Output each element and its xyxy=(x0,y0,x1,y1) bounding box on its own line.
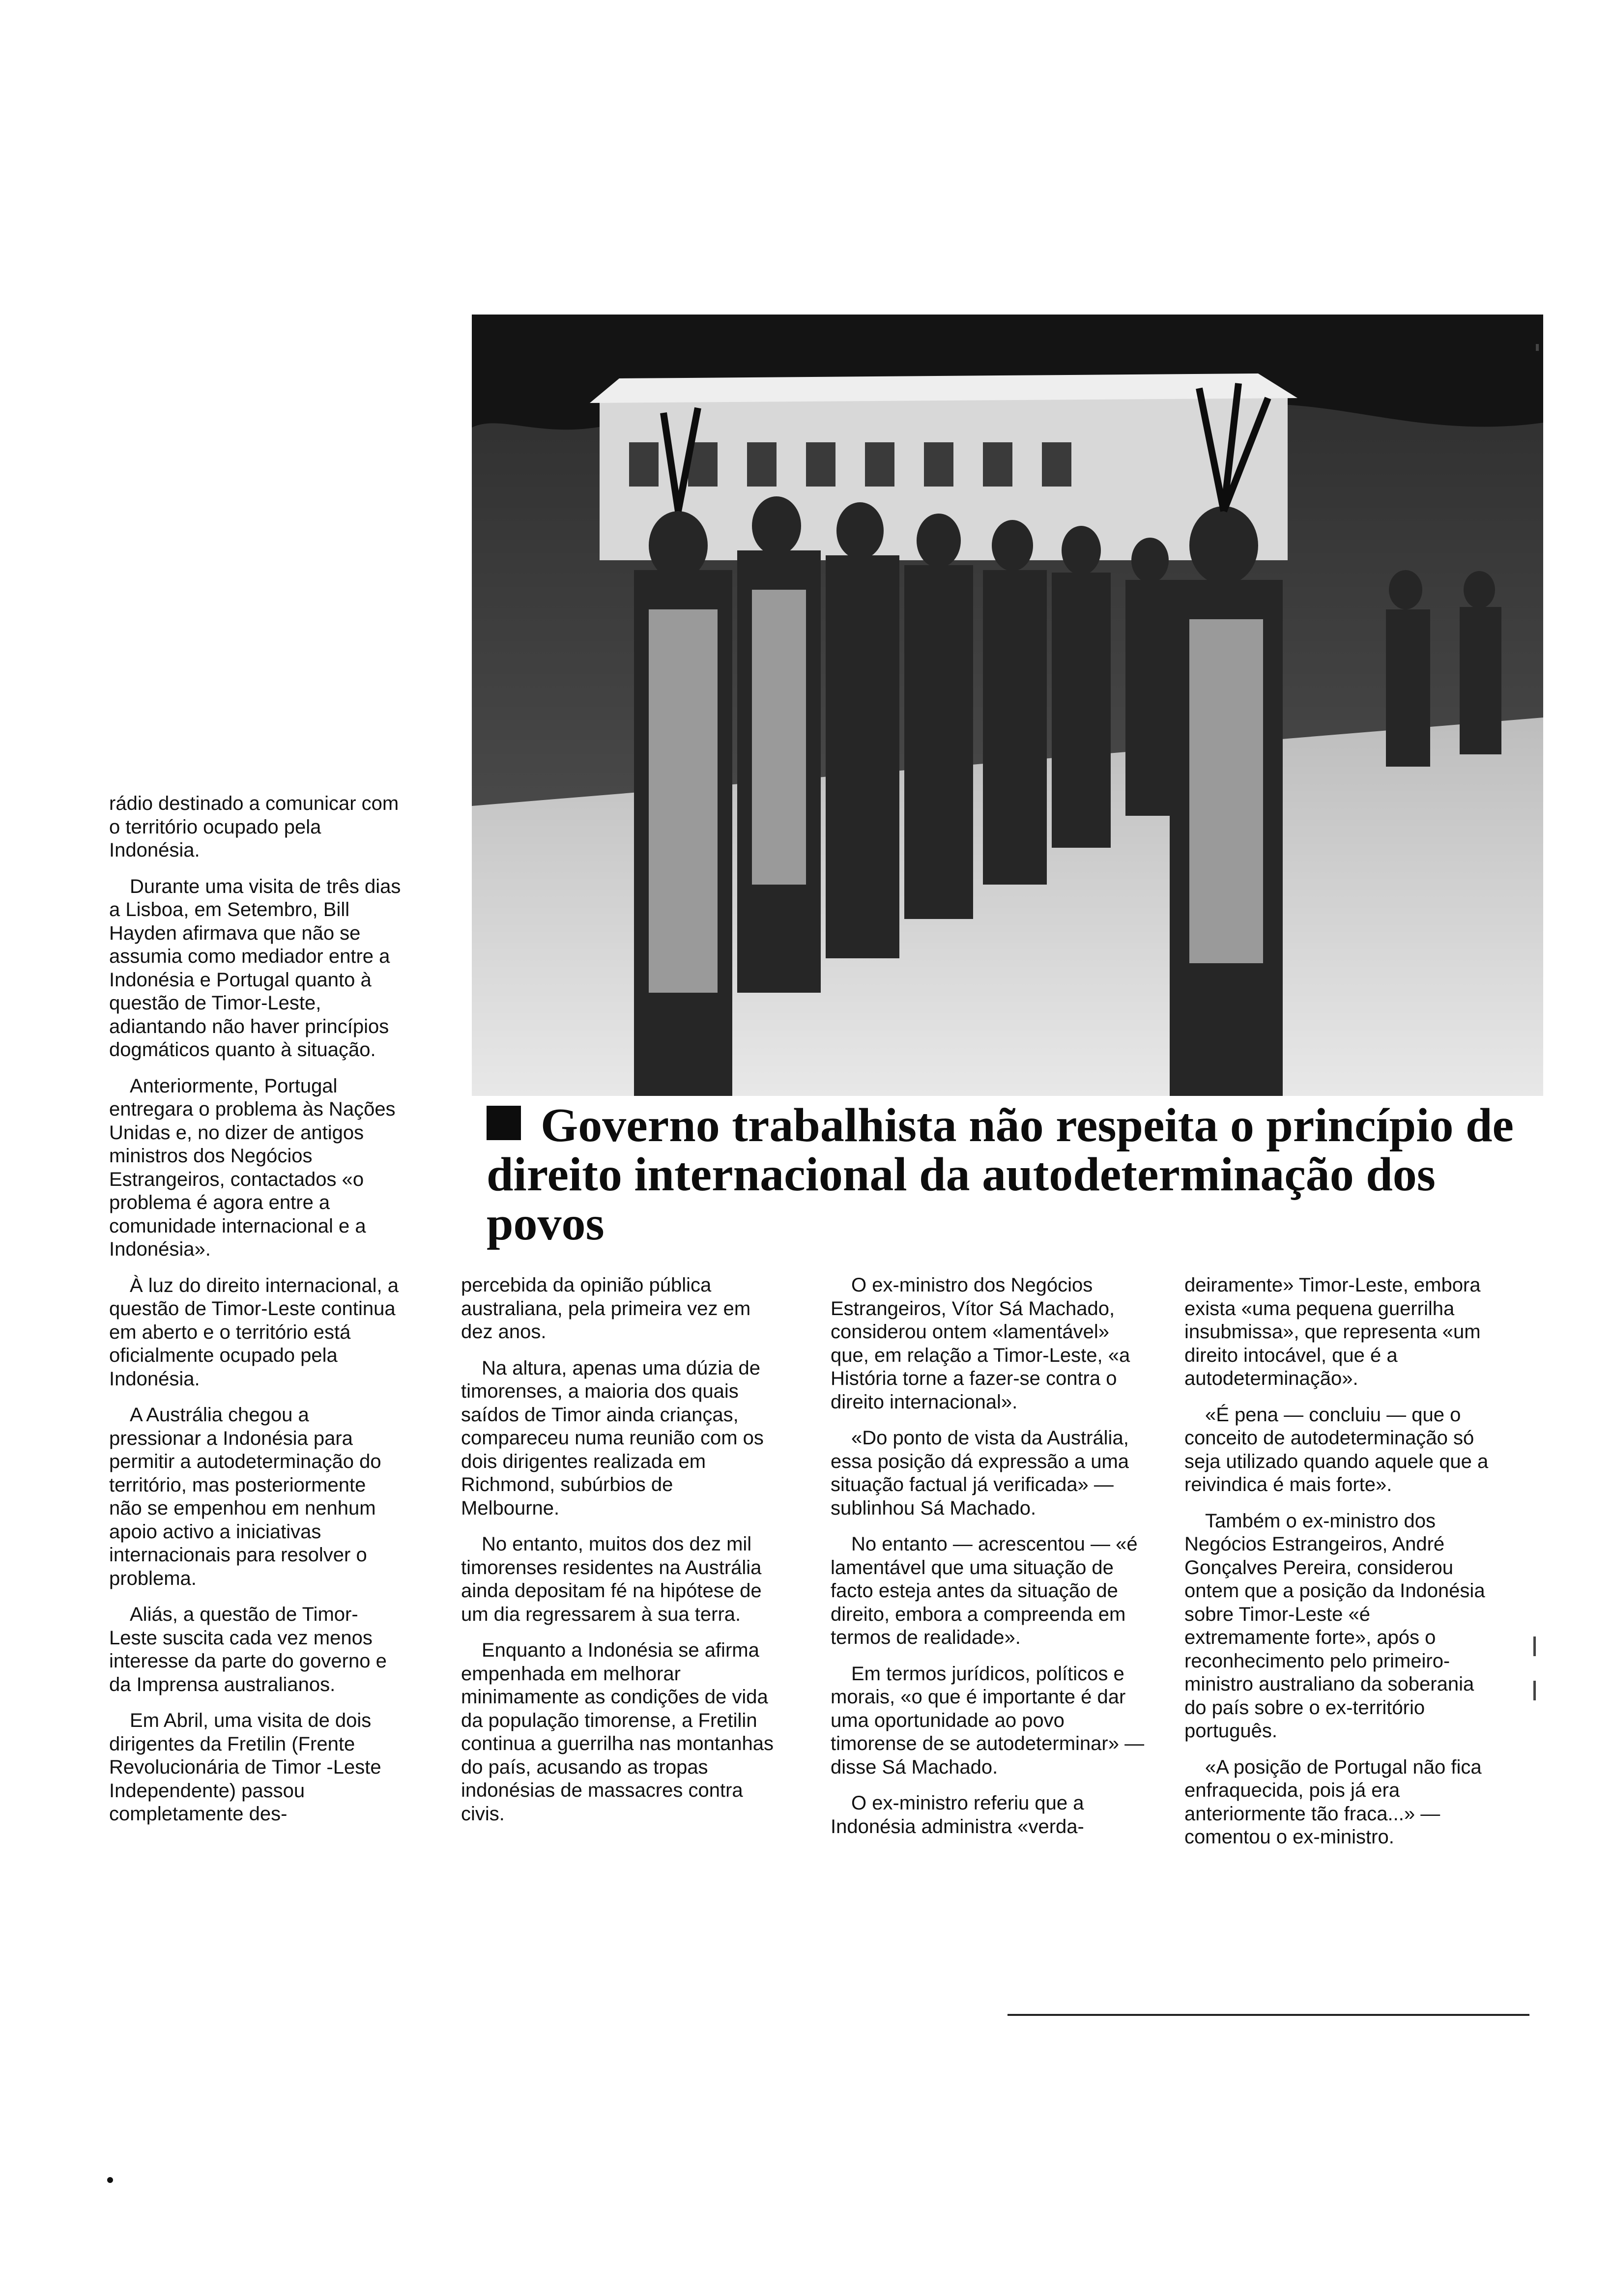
paragraph: percebida da opinião pública australiana, pela primeira vez em dez anos. xyxy=(461,1274,751,1343)
article-column-c xyxy=(1184,1274,1499,1862)
paragraph: A Austrália chegou a pressionar a Indonésia para permitir a autodeterminação do território, mas posteriormente não se empenhou em nenhum apoio activo a iniciativas internacionais para resolver o problema. xyxy=(109,1404,381,1589)
paragraph: Em termos jurídicos, políticos e morais, «o que é importante é dar uma oportunidade ao povo timorense de se autodeterminar» — disse Sá Machado. xyxy=(831,1663,1145,1778)
paragraph: Durante uma visita de três dias a Lisboa, em Setembro, Bill Hayden afirmava que não se assumia como mediador entre a Indonésia e Portugal quanto à questão de Timor-Leste, adiantando não haver princípios dogmáticos quanto à situação. xyxy=(109,875,401,1061)
paragraph: Enquanto a Indonésia se afirma empenhada em melhorar minimamente as condições de vida da população timorense, a Fretilin continua a guerrilha nas montanhas do país, acusando as tropas indonésias de massacres contra civis. xyxy=(461,1639,774,1825)
paragraph: O ex-ministro dos Negócios Estrangeiros, Vítor Sá Machado, considerou ontem «lamentável» que, em relação a Timor-Leste, «a História torne a fazer-se contra o direito internacional». xyxy=(831,1274,1130,1413)
news-photograph xyxy=(472,315,1543,1096)
article-column-b xyxy=(831,1274,1145,1851)
paragraph: «É pena — concluiu — que o conceito de autodeterminação só seja utilizado quando aquele que a reivindica é mais forte». xyxy=(1184,1404,1489,1495)
article-column-a xyxy=(461,1274,776,1838)
paragraph: No entanto — acrescentou — «é lamentável que uma situação de facto esteja antes da situação de direito, embora a compreenda em termos de realidade». xyxy=(831,1533,1138,1648)
article-column-left xyxy=(109,792,404,1839)
photograph-of-procession-icon xyxy=(472,315,1543,1096)
paragraph: Na altura, apenas uma dúzia de timorenses, a maioria dos quais saídos de Timor ainda crianças, compareceu numa reunião com os dois dirigentes realizada em Richmond, subúrbios de Melbourne. xyxy=(461,1357,764,1519)
headline-bullet-icon xyxy=(487,1106,521,1140)
paragraph: No entanto, muitos dos dez mil timorenses residentes na Austrália ainda depositam fé na hipótese de um dia regressarem à sua terra. xyxy=(461,1533,762,1625)
closing-rule xyxy=(1008,2014,1529,2016)
paragraph: À luz do direito internacional, a questão de Timor-Leste continua em aberto e o território está oficialmente ocupado pela Indonésia. xyxy=(109,1274,399,1390)
scan-speck xyxy=(1533,1681,1536,1700)
article-headline xyxy=(487,1101,1543,1248)
paragraph: Aliás, a questão de Timor-Leste suscita cada vez menos interesse da parte do governo e da Imprensa australianos. xyxy=(109,1604,387,1695)
paragraph: deiramente» Timor-Leste, embora exista «uma pequena guerrilha insubmissa», que representa «um direito intocável, que é a autodeterminação». xyxy=(1184,1274,1481,1389)
paragraph: «A posição de Portugal não fica enfraquecida, pois já era anteriormente tão fraca...» — comentou o ex-ministro. xyxy=(1184,1756,1482,1848)
paragraph: rádio destinado a comunicar com o território ocupado pela Indonésia. xyxy=(109,793,399,861)
headline-text: Governo trabalhista não respeita o princípio de direito internacional da autodeterminação dos povos xyxy=(487,1099,1514,1250)
scan-speck xyxy=(1536,344,1539,351)
paragraph: «Do ponto de vista da Austrália, essa posição dá expressão a uma situação factual já verificada» — sublinhou Sá Machado. xyxy=(831,1427,1129,1519)
scan-speck xyxy=(107,2177,113,2183)
paragraph: O ex-ministro referiu que a Indonésia administra «verda- xyxy=(831,1792,1084,1837)
paragraph: Anteriormente, Portugal entregara o problema às Nações Unidas e, no dizer de antigos ministros dos Negócios Estrangeiros, contactados «o problema é agora entre a comunidade internacional e a Indonésia». xyxy=(109,1075,396,1260)
paragraph: Também o ex-ministro dos Negócios Estrangeiros, André Gonçalves Pereira, considerou ontem que a posição da Indonésia sobre Timor-Leste «é extremamente forte», após o reconhecimento pelo primeiro-ministro australiano da soberania do país sobre o ex-território português. xyxy=(1184,1510,1485,1742)
scan-speck xyxy=(1533,1636,1536,1656)
paragraph: Em Abril, uma visita de dois dirigentes da Fretilin (Frente Revolucionária de Timor -Leste Independente) passou completamente des- xyxy=(109,1710,381,1825)
